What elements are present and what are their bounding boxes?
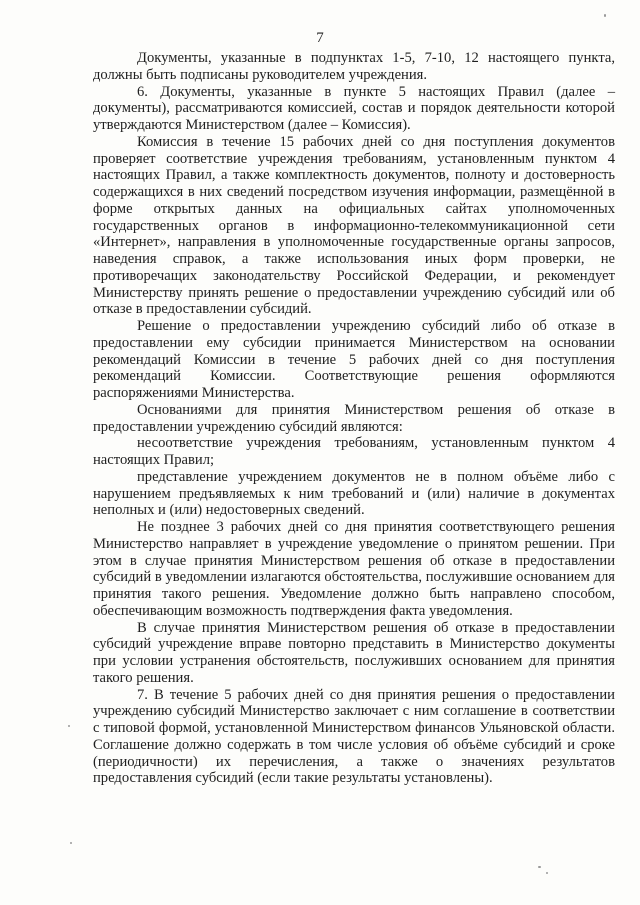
page-number: 7 bbox=[316, 30, 324, 46]
paragraph-5: Основаниями для принятия Министерством решения об отказе в предоставлении учреждению субсидий являются: bbox=[93, 401, 615, 435]
scan-speck bbox=[70, 842, 72, 844]
paragraph-3: Комиссия в течение 15 рабочих дней со дня поступления документов проверяет соответствие учреждения требованиям, установленным пунктом 4 настоящих Правил, а также комплектность документов, полноту и достоверность содержащихся в них сведений посредством изучения информации, размещённой в форме открытых данных на официальных сайтах уполномоченных государственных органов в информационно-телекоммуникационной сети «Интернет», направления в уполномоченные государственные органы запросов, наведения справок, а также использования иных форм проверки, не противоречащих законодательству Российской Федерации, и рекомендует Министерству принять решение о предоставлении учреждению субсидий или об отказе в предоставлении субсидий. bbox=[93, 133, 615, 318]
paragraph-7: представление учреждением документов не в полном объёме либо с нарушением предъявляемых к ним требований и (или) наличие в документах неполных и (или) недостоверных сведений. bbox=[93, 468, 615, 519]
scan-speck bbox=[538, 866, 541, 868]
paragraph-1: Документы, указанные в подпунктах 1-5, 7-10, 12 настоящего пункта, должны быть подписаны руководителем учреждения. bbox=[93, 50, 615, 83]
scan-speck bbox=[604, 14, 606, 17]
paragraph-4: Решение о предоставлении учреждению субсидий либо об отказе в предоставлении ему субсидии принимается Министерством на основании рекомендаций Комиссии в течение 5 рабочих дней со дня поступления рекомендаций Комиссии. Соответствующие решения оформляются распоряжениями Министерства. bbox=[93, 318, 615, 401]
document-body bbox=[93, 50, 615, 787]
scan-speck bbox=[68, 725, 70, 727]
paragraph-8: Не позднее 3 рабочих дней со дня принятия соответствующего решения Министерство направляет в учреждение уведомление о принятом решении. При этом в случае принятия Министерством решения об отказе в предоставлении субсидий в уведомлении излагаются обстоятельства, послужившие основанием для принятия такого решения. Уведомление должно быть направлено способом, обеспечивающим возможность подтверждения факта уведомления. bbox=[93, 519, 615, 619]
paragraph-6: несоответствие учреждения требованиям, установленным пунктом 4 настоящих Правил; bbox=[93, 435, 615, 468]
paragraph-10: 7. В течение 5 рабочих дней со дня принятия решения о предоставлении учреждению субсидий Министерство заключает с ним соглашение в соответствии с типовой формой, установленной Министерством финансов Ульяновской области. Соглашение должно содержать в том числе условия об объёме субсидий и сроке (периодичности) их перечисления, а также о значениях результатов предоставления субсидий (если такие результаты установлены). bbox=[93, 686, 615, 787]
paragraph-2: 6. Документы, указанные в пункте 5 настоящих Правил (далее – документы), рассматриваются комиссией, состав и порядок деятельности которой утверждаются Министерством (далее – Комиссия). bbox=[93, 83, 615, 133]
scan-speck bbox=[546, 872, 548, 874]
paragraph-9: В случае принятия Министерством решения об отказе в предоставлении субсидий учреждение вправе повторно представить в Министерство документы при условии устранения обстоятельств, послуживших основанием для принятия такого решения. bbox=[93, 619, 615, 686]
